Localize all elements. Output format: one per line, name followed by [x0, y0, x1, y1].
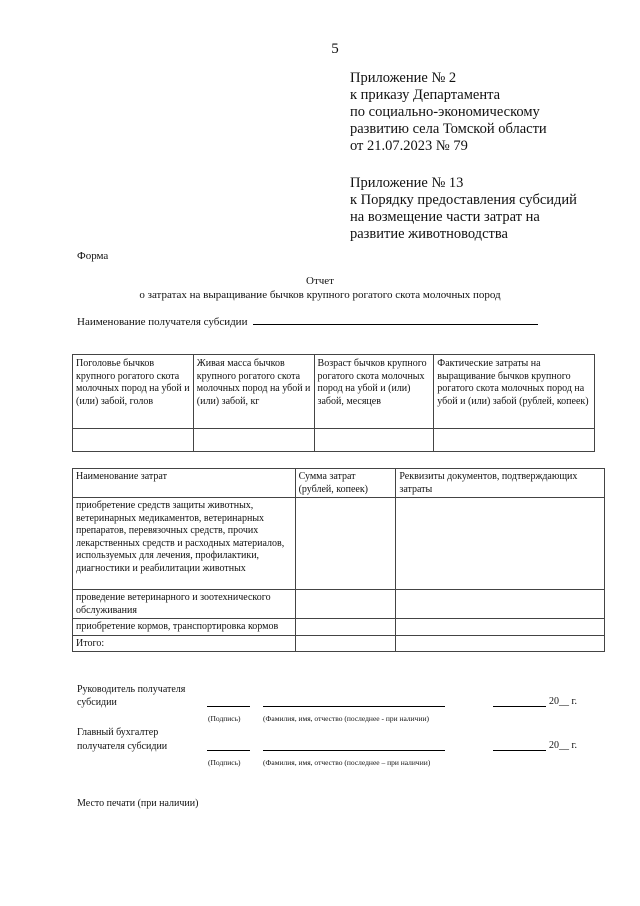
accountant-title-line2: получателя субсидии: [77, 741, 168, 752]
accountant-date-suffix: 20__ г.: [549, 740, 577, 751]
table-row: [73, 429, 595, 452]
head-sign-caption: (Подпись): [208, 714, 241, 723]
appendix-13-block: [350, 175, 577, 243]
input-cell[interactable]: [295, 635, 396, 652]
input-cell[interactable]: [434, 429, 595, 452]
header-cell-actual-costs: Фактические затраты на выращивание бычков крупного рогатого скота молочных пород на убой и (или) забой (рублей, копеек): [434, 355, 595, 429]
table-row: [73, 498, 605, 590]
input-cell[interactable]: [295, 619, 396, 636]
appendix-2-line: к приказу Департамента: [350, 87, 501, 103]
input-cell[interactable]: [396, 498, 605, 590]
head-signature-field[interactable]: [207, 706, 250, 707]
table-row: [73, 590, 605, 619]
cost-name-cell: приобретение средств защиты животных, ветеринарных медикаментов, ветеринарных препаратов, перевязочных средств, прочих лекарственных средств и расходных материалов, используемых для лечения, профилактики, диагностики и реабилитации животных: [73, 498, 296, 590]
recipient-name-field[interactable]: [253, 314, 538, 325]
head-title-line1: Руководитель получателя: [77, 684, 186, 695]
header-cell-age: Возраст бычков крупного рогатого скота молочных пород на убой и (или) забой, месяцев: [314, 355, 434, 429]
costs-table: [72, 468, 605, 652]
accountant-title-line1: Главный бухгалтер: [77, 727, 159, 738]
appendix-2-block: [350, 70, 547, 155]
input-cell[interactable]: [314, 429, 434, 452]
livestock-table: [72, 354, 595, 452]
table-row: [73, 619, 605, 636]
head-title-line2: субсидии: [77, 697, 117, 708]
cost-name-cell: проведение ветеринарного и зоотехнического обслуживания: [73, 590, 296, 619]
appendix-2-line: по социально-экономическому: [350, 104, 540, 120]
input-cell[interactable]: [396, 590, 605, 619]
input-cell[interactable]: [193, 429, 314, 452]
header-cell-head-count: Поголовье бычков крупного рогатого скота молочных пород на убой и (или) забой, голов: [73, 355, 194, 429]
input-cell[interactable]: [396, 619, 605, 636]
report-subtitle: о затратах на выращивание бычков крупного рогатого скота молочных пород: [139, 289, 501, 301]
appendix-13-line: к Порядку предоставления субсидий: [350, 192, 577, 208]
head-fio-caption: (Фамилия, имя, отчество (последнее - при наличии): [263, 714, 429, 723]
recipient-row: [77, 314, 538, 328]
accountant-fio-field[interactable]: [263, 750, 445, 751]
form-label: Форма: [77, 250, 109, 262]
appendix-13-line: Приложение № 13: [350, 175, 464, 191]
head-date-field[interactable]: [493, 706, 546, 707]
appendix-2-line: от 21.07.2023 № 79: [350, 138, 468, 154]
report-title: Отчет: [306, 275, 334, 287]
total-label: Итого:: [73, 635, 296, 652]
head-date-suffix: 20__ г.: [549, 696, 577, 707]
input-cell[interactable]: [295, 590, 396, 619]
input-cell[interactable]: [295, 498, 396, 590]
cost-name-cell: приобретение кормов, транспортировка кормов: [73, 619, 296, 636]
header-cell-live-weight: Живая масса бычков крупного рогатого скота молочных пород на убой и (или) забой, кг: [193, 355, 314, 429]
appendix-2-line: Приложение № 2: [350, 70, 457, 86]
accountant-fio-caption: (Фамилия, имя, отчество (последнее – при наличии): [263, 758, 431, 767]
head-fio-field[interactable]: [263, 706, 445, 707]
input-cell[interactable]: [73, 429, 194, 452]
costs-table-header: [73, 469, 605, 498]
appendix-2-line: развитию села Томской области: [350, 121, 547, 137]
stamp-place-label: Место печати (при наличии): [77, 798, 199, 809]
recipient-label: Наименование получателя субсидии: [77, 316, 248, 328]
header-cell-documents: Реквизиты документов, подтверждающих затраты: [396, 469, 605, 498]
input-cell[interactable]: [396, 635, 605, 652]
page-number: 5: [331, 41, 339, 57]
appendix-13-line: на возмещение части затрат на: [350, 209, 540, 225]
accountant-date-field[interactable]: [493, 750, 546, 751]
header-cell-cost-sum: Сумма затрат (рублей, копеек): [295, 469, 396, 498]
accountant-signature-field[interactable]: [207, 750, 250, 751]
appendix-13-line: развитие животноводства: [350, 226, 508, 242]
table-row-total: [73, 635, 605, 652]
livestock-table-header: [73, 355, 595, 429]
header-cell-cost-name: Наименование затрат: [73, 469, 296, 498]
accountant-sign-caption: (Подпись): [208, 758, 241, 767]
